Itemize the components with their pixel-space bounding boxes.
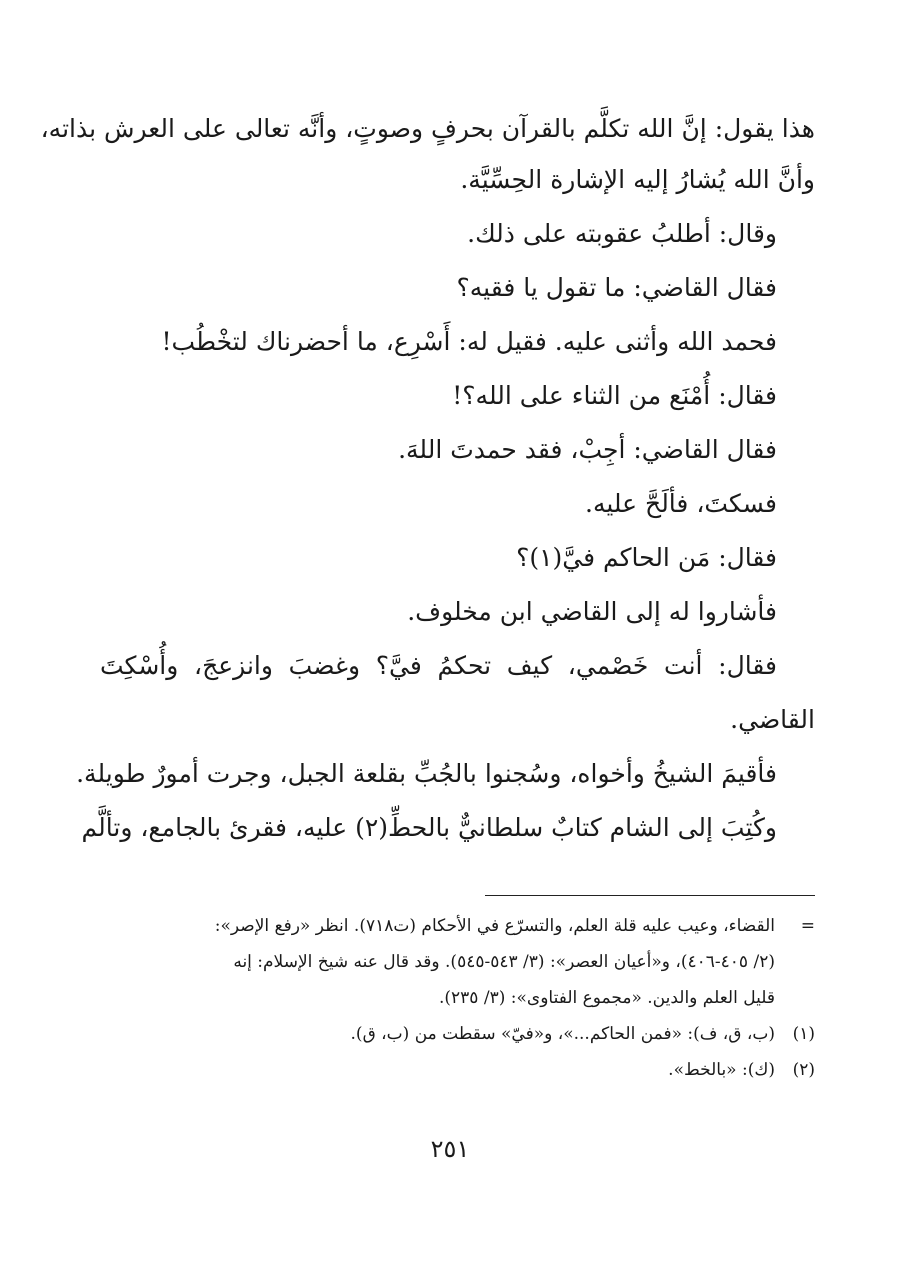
footnote-text: قليل العلم والدين. «مجموع الفتاوى»: (٣/ ٢٣٥). — [439, 988, 775, 1008]
footnote-line — [100, 1052, 815, 1088]
text-line: فحمد الله وأثنى عليه. فقيل له: أَسْرِع، ما أحضرناك لتخْطُب! — [161, 327, 777, 356]
footnote-line — [100, 908, 815, 944]
main-text — [40, 105, 815, 855]
footnote-divider — [485, 895, 815, 896]
text-line: فقال القاضي: ما تقول يا فقيه؟ — [456, 273, 777, 302]
text-line: القاضي. — [730, 705, 815, 734]
text-line: فسكتَ، فألَحَّ عليه. — [585, 489, 777, 518]
footnote-text: (ك): «بالخط». — [668, 1060, 775, 1080]
text-line: فأقيمَ الشيخُ وأخواه، وسُجنوا بالجُبِّ بقلعة الجبل، وجرت أمورٌ طويلة. — [76, 759, 777, 788]
footnote-text: (ب، ق، ف): «فمن الحاكم...»، و«فيّ» سقطت من (ب، ق). — [350, 1024, 775, 1044]
text-line: هذا يقول: إنَّ الله تكلَّم بالقرآن بحرفٍ وصوتٍ، وأنَّه تعالى على العرش بذاته، — [40, 114, 815, 143]
footnotes — [100, 908, 815, 1088]
footnote-line — [100, 1016, 815, 1052]
text-line: فقال: مَن الحاكم فيَّ(١)؟ — [516, 543, 777, 572]
text-line: فأشاروا له إلى القاضي ابن مخلوف. — [407, 597, 777, 626]
text-line: فقال: أنت خَصْمي، كيف تحكمُ فيَّ؟ وغضبَ وانزعجَ، وأُسْكِتَ — [100, 651, 777, 680]
footnote-marker: (١) — [792, 1024, 815, 1044]
footnote-text: القضاء، وعيب عليه قلة العلم، والتسرّع في الأحكام (ت٧١٨). انظر «رفع الإصر»: — [214, 916, 775, 936]
text-line: وأنَّ الله يُشارُ إليه الإشارة الحِسِّيَّة. — [460, 165, 815, 194]
footnote-line — [100, 980, 815, 1016]
text-line: وكُتِبَ إلى الشام كتابٌ سلطانيٌّ بالحطِّ(٢) عليه، فقرئ بالجامع، وتألَّم — [81, 813, 777, 842]
text-line: وقال: أطلبُ عقوبته على ذلك. — [467, 219, 777, 248]
page-number: ٢٥١ — [430, 1135, 470, 1163]
footnote-line — [100, 944, 815, 980]
text-line: فقال القاضي: أجِبْ، فقد حمدتَ اللهَ. — [398, 435, 777, 464]
footnote-text: (٢/ ٤٠٥-٤٠٦)، و«أعيان العصر»: (٣/ ٥٤٣-٥٤٥). وقد قال عنه شيخ الإسلام: إنه — [233, 952, 775, 972]
footnote-marker: = — [800, 916, 815, 936]
text-line: فقال: أُمْنَع من الثناء على الله؟! — [452, 381, 777, 410]
footnote-marker: (٢) — [792, 1060, 815, 1080]
